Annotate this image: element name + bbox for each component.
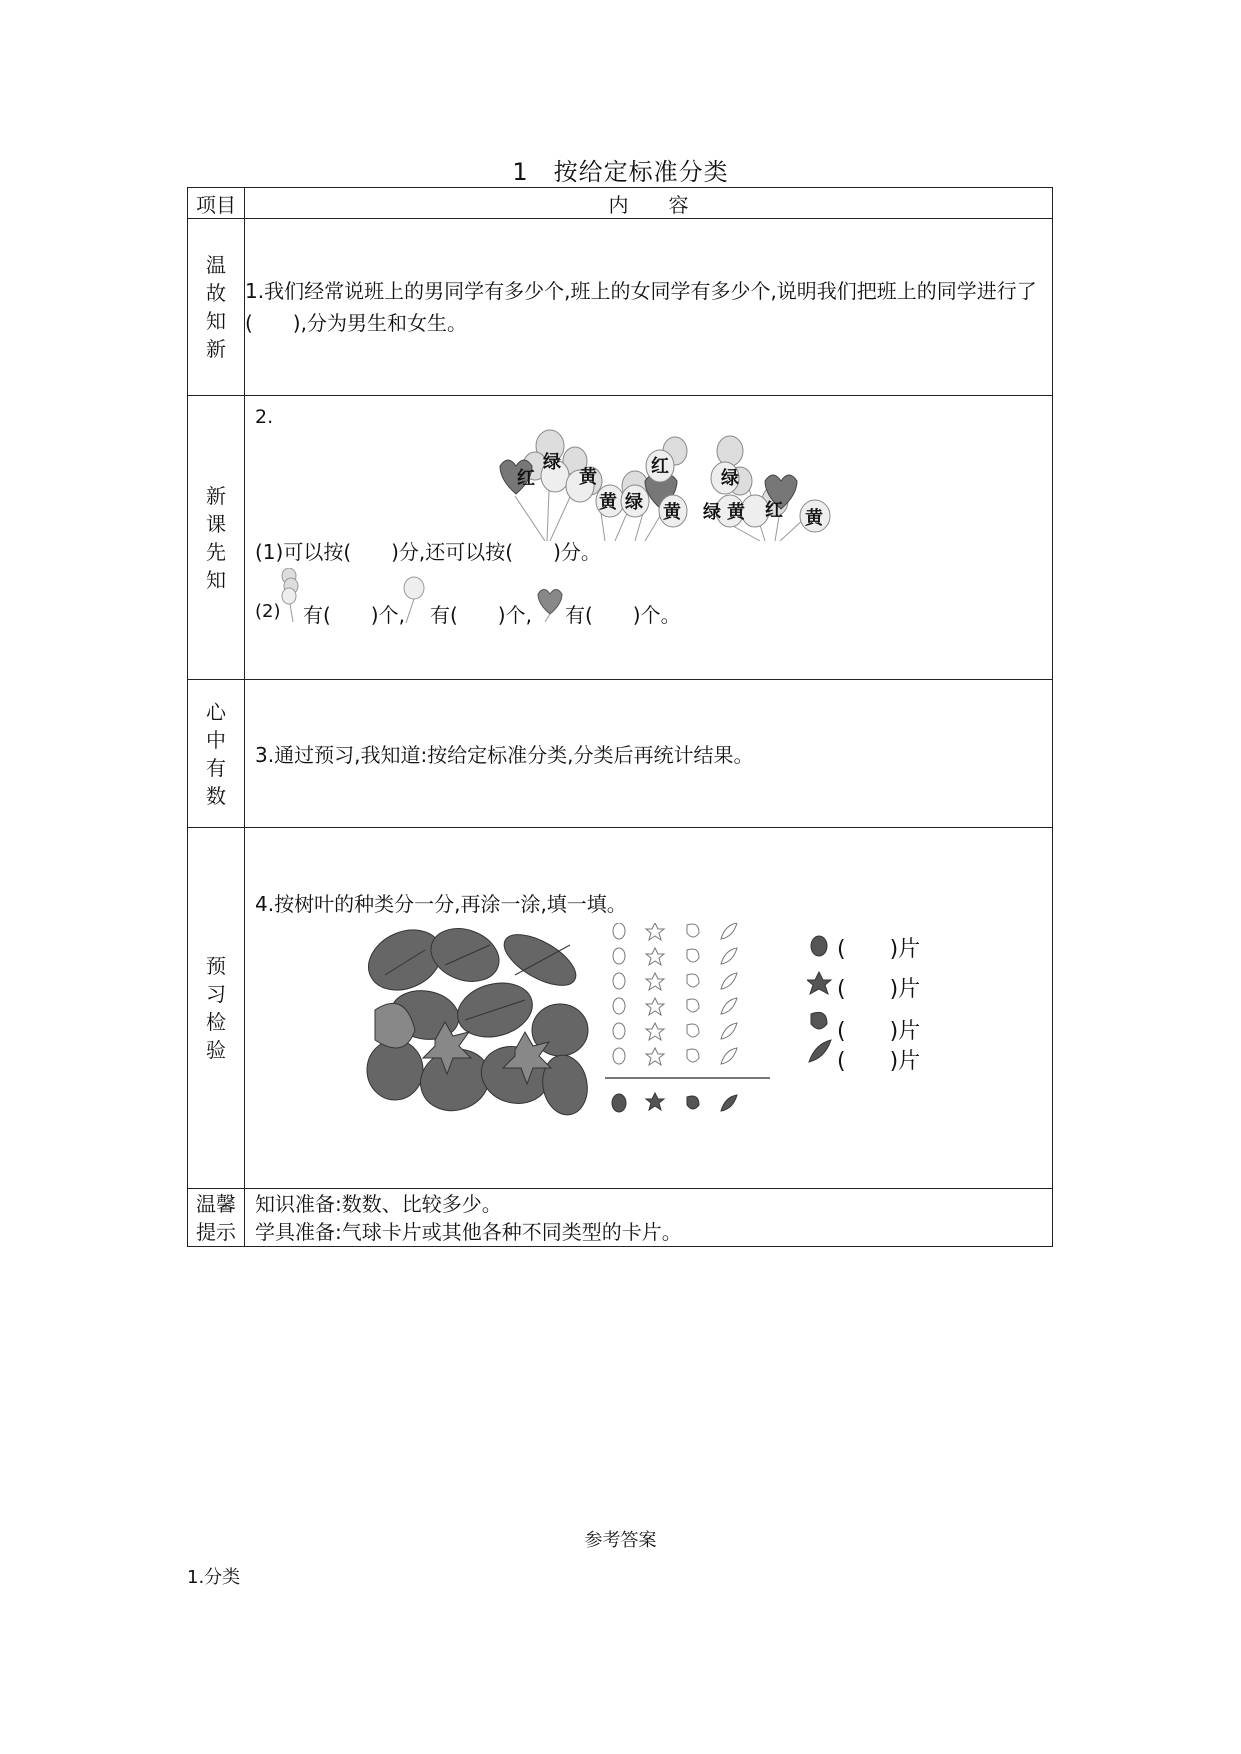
label-tips: 温馨 提示 xyxy=(188,1189,245,1247)
leaf-tally-chart xyxy=(605,923,770,1123)
question-2-cell xyxy=(245,396,1053,680)
question-2-answer-b: 有( )个, xyxy=(430,603,532,627)
balloon-picture xyxy=(475,426,855,541)
tips-line-2: 学具准备:气球卡片或其他各种不同类型的卡片。 xyxy=(255,1219,682,1244)
question-4-cell xyxy=(245,828,1053,1189)
row-review xyxy=(188,219,1053,396)
question-2-part-2-number: (2) xyxy=(255,601,281,622)
leaf-answer-4: ( )片 xyxy=(837,1049,921,1074)
page-title: 1 按给定标准分类 xyxy=(512,158,729,186)
balloon-label: 黄 xyxy=(579,467,597,488)
table-header-row xyxy=(188,188,1053,219)
row-mind xyxy=(188,680,1053,828)
question-2-answer-c: 有( )个。 xyxy=(565,603,681,627)
balloon-label: 绿 xyxy=(543,452,561,473)
heart-balloon-icon xyxy=(535,586,565,622)
tips-content xyxy=(245,1189,1053,1247)
answer-1: 1.分类 xyxy=(187,1567,241,1588)
balloon-label: 绿 xyxy=(703,502,721,523)
balloon-label: 黄 xyxy=(727,502,745,523)
question-4: 4.按树叶的种类分一分,再涂一涂,填一填。 xyxy=(255,892,627,916)
leaf-legend-icons xyxy=(807,934,833,1074)
balloon-cluster-icon xyxy=(279,568,303,623)
round-balloon-icon xyxy=(400,576,428,624)
question-2-part-1: (1)可以按( )分,还可以按( )分。 xyxy=(255,540,601,564)
row-preview xyxy=(188,396,1053,680)
balloon-label: 红 xyxy=(765,500,783,521)
leaf-answer-2: ( )片 xyxy=(837,977,921,1002)
balloon-label: 红 xyxy=(651,456,669,477)
question-2-number: 2. xyxy=(255,406,274,428)
row-check xyxy=(188,828,1053,1189)
balloon-label: 黄 xyxy=(663,502,681,523)
balloon-label: 绿 xyxy=(721,468,739,489)
balloon-label: 红 xyxy=(517,468,535,489)
worksheet-table xyxy=(187,187,1053,1247)
leaf-answer-3: ( )片 xyxy=(837,1019,921,1044)
answer-key-title: 参考答案 xyxy=(584,1530,657,1551)
question-2-answer-a: 有( )个, xyxy=(303,603,405,627)
label-review: 温 故 知 新 xyxy=(188,219,245,396)
row-tips xyxy=(188,1189,1053,1247)
question-3: 3.通过预习,我知道:按给定标准分类,分类后再统计结果。 xyxy=(245,680,1053,828)
question-1: 1.我们经常说班上的男同学有多少个,班上的女同学有多少个,说明我们把班上的同学进行了( ),分为男生和女生。 xyxy=(245,219,1053,396)
label-mind: 心 中 有 数 xyxy=(188,680,245,828)
label-preview: 新 课 先 知 xyxy=(188,396,245,680)
balloon-label: 黄 xyxy=(599,492,617,513)
leaf-answer-1: ( )片 xyxy=(837,937,921,962)
tips-line-1: 知识准备:数数、比较多少。 xyxy=(255,1191,502,1216)
header-item: 项目 xyxy=(188,188,245,219)
balloon-label: 黄 xyxy=(805,508,823,529)
header-content: 内 容 xyxy=(245,188,1053,219)
balloon-label: 绿 xyxy=(625,492,643,513)
label-check: 预 习 检 验 xyxy=(188,828,245,1189)
leaf-pile-picture xyxy=(365,920,590,1120)
